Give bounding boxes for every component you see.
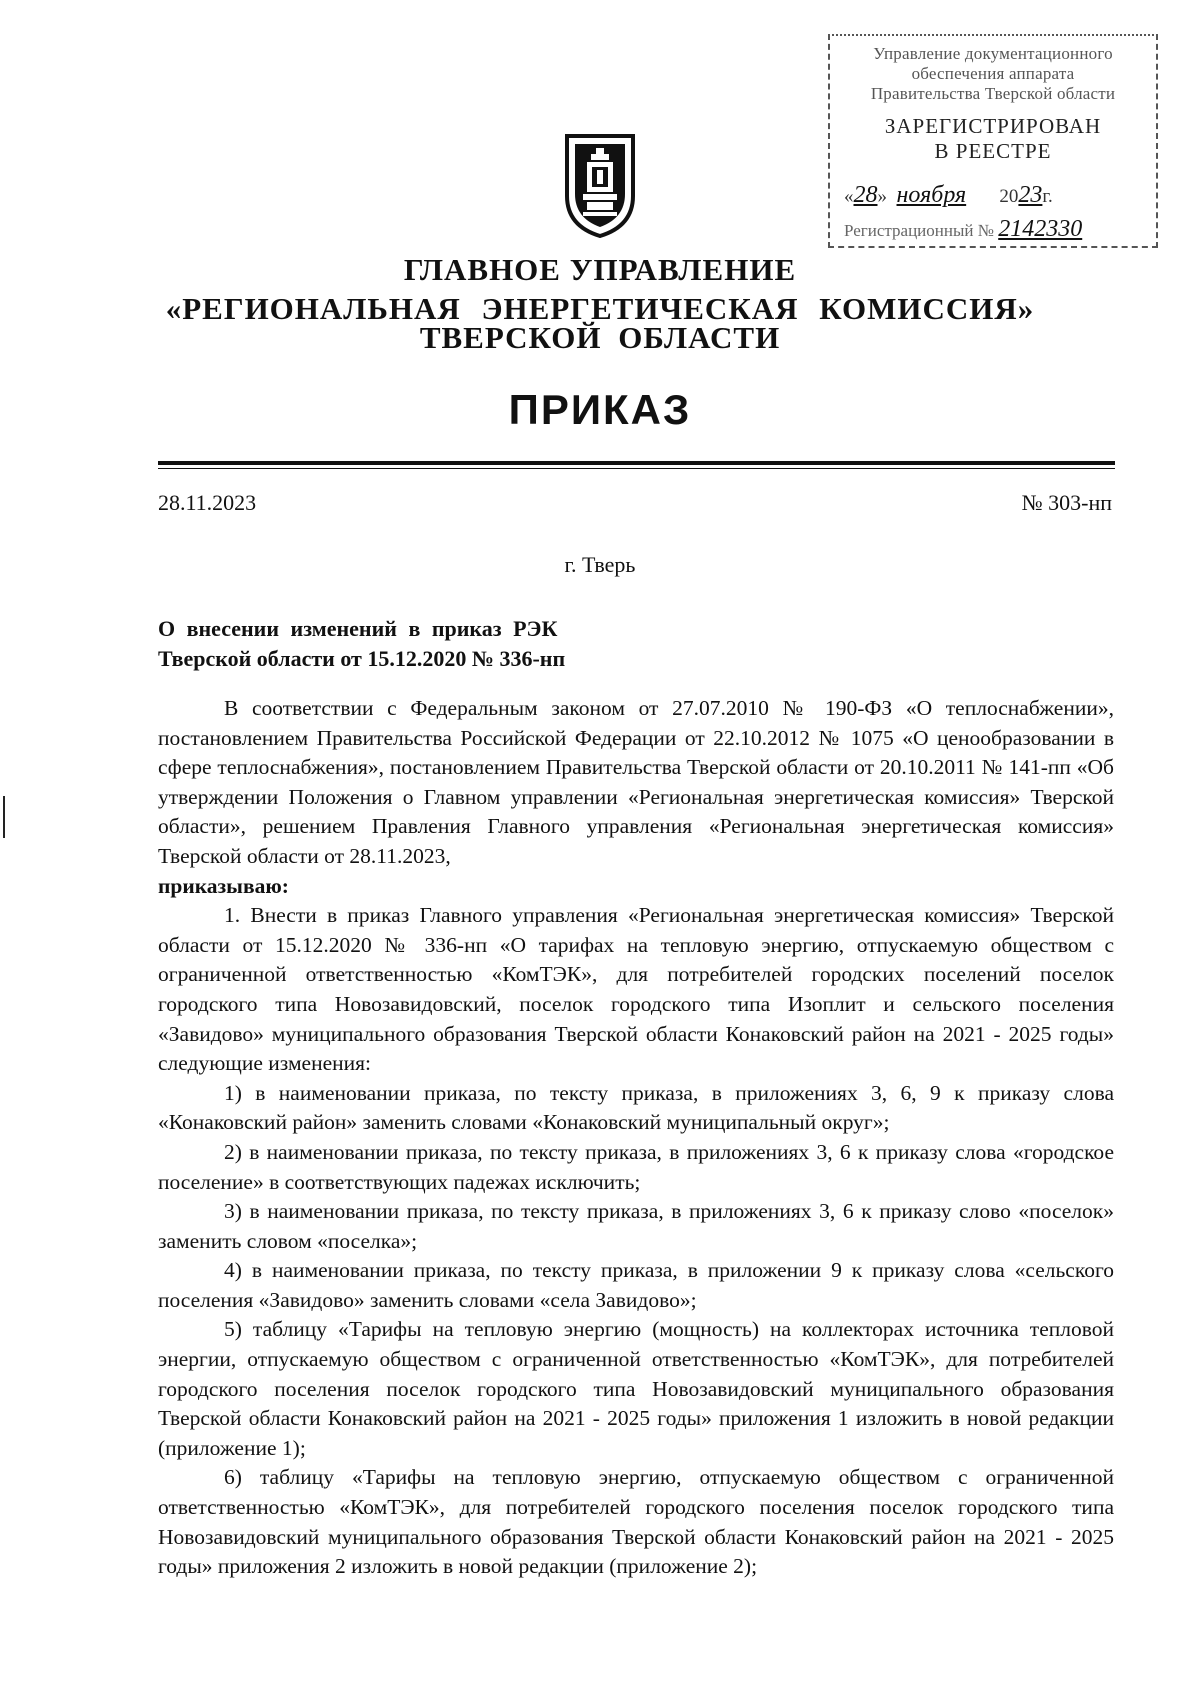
subject-line: О внесении изменений в приказ РЭК bbox=[158, 616, 558, 641]
stamp-department-line: Правительства Тверской области bbox=[870, 84, 1116, 103]
document-type: ПРИКАЗ bbox=[508, 386, 692, 433]
coat-of-arms-icon bbox=[563, 134, 637, 238]
stamp-date-year-prefix: 20 bbox=[999, 186, 1019, 207]
authority-name-line3: ТВЕРСКОЙ ОБЛАСТИ bbox=[419, 320, 781, 355]
authority-name-line1: ГЛАВНОЕ УПРАВЛЕНИЕ bbox=[403, 252, 797, 287]
document-number: № 303-нп bbox=[1021, 490, 1112, 515]
paragraph-subitem-6: 6) таблицу «Тарифы на тепловую энергию, отпускаемую обществом с ограниченной ответственностью «КомТЭК», для потребителей городского поселения поселок городского типа Новозавидовский муниципального образования Тверской области Конаковский район на 2021 - 2025 годы» приложения 2 изложить в новой редакции (приложение 2); bbox=[158, 1465, 1114, 1579]
stamp-date bbox=[844, 182, 1149, 212]
scan-margin-mark bbox=[3, 796, 5, 838]
paragraph-subitem-3: 3) в наименовании приказа, по тексту приказа, в приложениях 3, 6 к приказу слово «поселок» заменить словом «поселка»; bbox=[158, 1199, 1114, 1253]
stamp-department-line: Управление документационного bbox=[873, 44, 1113, 63]
paragraph-item-1: 1. Внести в приказ Главного управления «Региональная энергетическая комиссия» Тверской области от 15.12.2020 № 336-нп «О тарифах на тепловую энергию, отпускаемую обществом с ограниченной ответственностью «КомТЭК», для потребителей городских поселений поселок городского типа Новозавидовский, поселок городского типа Изоплит и сельского поселения «Завидово» муниципального образования Тверской области Конаковский район на 2021 - 2025 годы» следующие изменения: bbox=[158, 903, 1114, 1076]
document-date: 28.11.2023 bbox=[158, 490, 257, 515]
stamp-department-line: обеспечения аппарата bbox=[911, 64, 1075, 83]
stamp-date-day: 28 bbox=[853, 182, 878, 208]
stamp-date-open: « bbox=[844, 186, 854, 207]
stamp-date-year: 23 bbox=[1018, 182, 1043, 208]
paragraph-subitem-4: 4) в наименовании приказа, по тексту приказа, в приложении 9 к приказу слова «сельского поселения «Завидово» заменить словами «села Завидово»; bbox=[158, 1258, 1114, 1312]
stamp-registry: В РЕЕСТРЕ bbox=[934, 139, 1052, 163]
header-divider-thin bbox=[158, 468, 1115, 469]
document-subject bbox=[158, 614, 565, 674]
stamp-department bbox=[830, 44, 1156, 104]
paragraph-order-word: приказываю: bbox=[158, 873, 289, 898]
stamp-date-close: » bbox=[877, 186, 887, 207]
stamp-date-month: ноября bbox=[896, 182, 967, 208]
stamp-regnum-value: 2142330 bbox=[998, 216, 1083, 242]
stamp-registered: ЗАРЕГИСТРИРОВАН bbox=[884, 114, 1102, 138]
paragraph-subitem-5: 5) таблицу «Тарифы на тепловую энергию (мощность) на коллекторах источника тепловой энергии, отпускаемую обществом с ограниченной ответственностью «КомТЭК», для потребителей городского поселения поселок городского типа Новозавидовский муниципального образования Тверской области Конаковский район на 2021 - 2025 годы» приложения 1 изложить в новой редакции (приложение 1); bbox=[158, 1317, 1114, 1460]
paragraph-subitem-2: 2) в наименовании приказа, по тексту приказа, в приложениях 3, 6 к приказу слова «городское поселение» в соответствующих падежах исключить; bbox=[158, 1139, 1114, 1194]
stamp-regnum bbox=[844, 216, 1082, 243]
registration-stamp bbox=[828, 34, 1158, 248]
stamp-date-year-end: г. bbox=[1042, 186, 1053, 207]
document-city: г. Тверь bbox=[564, 552, 636, 577]
paragraph-preamble: В соответствии с Федеральным законом от 27.07.2010 № 190-ФЗ «О теплоснабжении», постановлением Правительства Российской Федерации от 22.10.2012 № 1075 «О ценообразовании в сфере теплоснабжения», постановлением Правительства Тверской области от 20.10.2011 № 141-пп «Об утверждении Положения о Главном управлении «Региональная энергетическая комиссия» Тверской области», решением Правления Главного управления «Региональная энергетическая комиссия» Тверской области от 28.11.2023, bbox=[158, 696, 1114, 868]
subject-line: Тверской области от 15.12.2020 № 336-нп bbox=[158, 646, 566, 671]
document-body bbox=[158, 694, 1114, 1582]
stamp-regnum-label: Регистрационный № bbox=[844, 221, 994, 240]
paragraph-subitem-1: 1) в наименовании приказа, по тексту приказа, в приложениях 3, 6, 9 к приказу слова «Конаковский район» заменить словами «Конаковский муниципальный округ»; bbox=[158, 1080, 1114, 1135]
header-divider bbox=[158, 461, 1115, 465]
authority-name-line2: «РЕГИОНАЛЬНАЯ ЭНЕРГЕТИЧЕСКАЯ КОМИССИЯ» bbox=[165, 291, 1035, 326]
